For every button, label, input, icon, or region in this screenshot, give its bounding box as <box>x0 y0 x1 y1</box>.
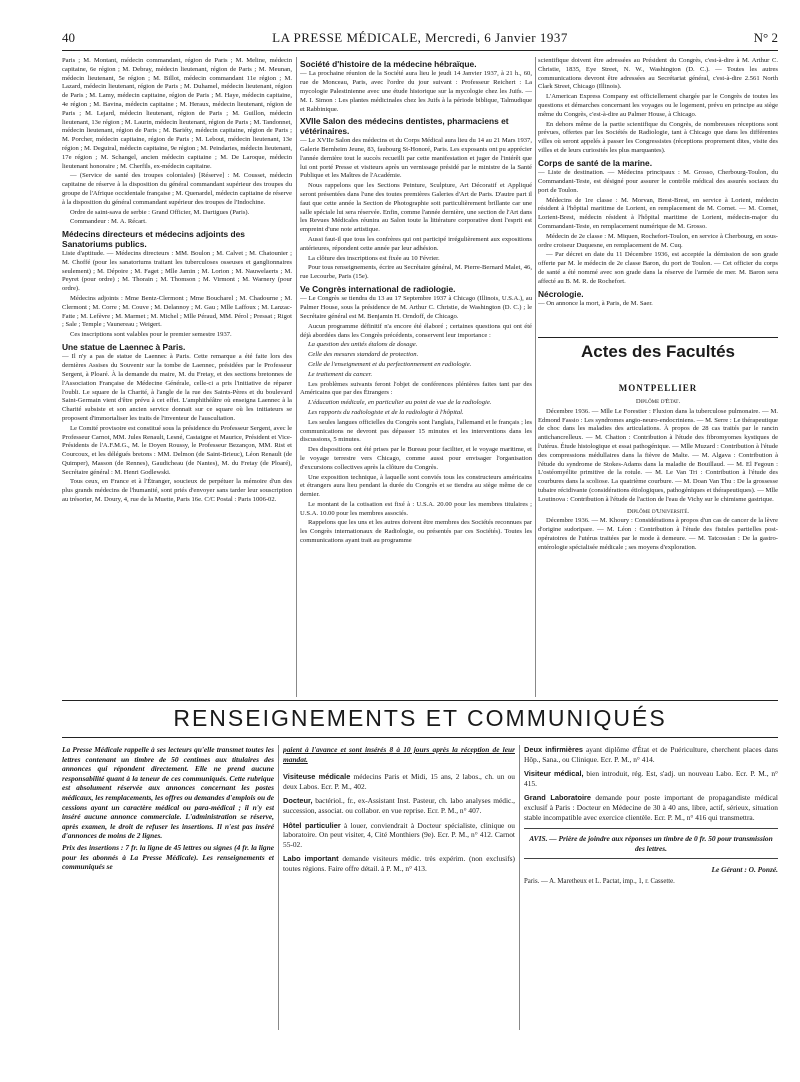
classified-ad <box>524 793 778 822</box>
sanatoriums-paragraph: Liste d'aptitude. — Médecins directeurs : MM. Boulon ; M. Calvet ; M. Chatounier ; M. Choffé (pour les sanatoriums traitant les tuberculoses osseuses et ganglionnaires seulement) ; M. Dépoire ; M. Faget ; Mlle Jamin ; M. Lorion ; M. Nauwelaerts ; M. Peyret (pour ordre) ; M. Thorain ; M. Thomson ; M. Virmont ; M. Warnery (pour ordre). <box>62 249 292 293</box>
column-divider <box>519 745 520 1030</box>
classified-ad <box>283 796 515 815</box>
adjoints-paragraph: Médecins adjoints : Mme Bentz-Clermont ; Mme Boucharel ; M. Chadourne ; M. Clermont ; M. Corre ; M. Couve ; M. Delannoy ; M. Gau ; Mlle Laffoux ; M. Lanzac-Fatte ; M. Lefèvre ; M. Marmet ; M. Michel ; Mlle Péraud, MM. Pérol ; Pressat ; Rigot ; Sale ; Temple ; Vaunereau ; Weigert. <box>62 294 292 329</box>
renseignements-intro-column <box>62 745 274 1005</box>
ad-text: médecins Paris et Midi, 15 ans, 2 labos., ch. un ou deux Labos. Ecr. P. M., 402. <box>283 772 515 791</box>
envoi-paragraph: Aussi faut-il que tous les confrères qui ont participé irrégulièrement aux expositions antérieures, répondent cette année par leur adhésion. <box>300 235 532 252</box>
intro-paragraph: La Presse Médicale rappelle à ses lecteurs qu'elle transmet toutes les lettres contenant un timbre de 50 centimes aux titulaires des annonces qui répondent directement. Elle ne prend aucune responsabilité quant à la teneur de ces communiqués. Cette rubrique est absolument réservée aux annonces concernant les postes médicaux, les remplacements, les offres ou demandes d'emplois ou de cessions ayant un caractère médical ou para-médical ; il n'y est inséré aucune annonce commerciale. L'administration se réserve, après examen, le droit de refuser les insertions. Il n'est pas inséré d'annonces de moins de 2 lignes. <box>62 745 274 841</box>
header-rule <box>62 50 778 51</box>
inscriptions-paragraph: Ces inscriptions sont valables pour le premier semestre 1937. <box>70 331 232 339</box>
classified-ad <box>283 854 515 873</box>
ordre-paragraph: Ordre de saint-sava de serbie : Grand Officier, M. Dartigues (Paris). <box>70 208 250 216</box>
question-item: Celle des mesures standard de protection. <box>308 351 419 359</box>
conferences-paragraph: Les problèmes suivants feront l'objet de conférences plénières faites tant par des Américains que par des Étrangers : <box>300 380 532 397</box>
receptions-paragraph: En dehors même de la partie scientifique du Congrès, de nombreuses réceptions sont prévues, offertes par les Sociétés de Radiologie, tant à Chicago que dans les différentes villes où seront appelés à passer les Congressistes (réceptions proprement dites, visite des villes et de leurs curiosités les plus marquantes). <box>538 120 778 154</box>
cotisation-paragraph: Le montant de la cotisation est fixé à : U.S.A. 20.00 pour les membres titulaires ; U.S.A. 10.00 pour les membres associés. <box>300 500 532 517</box>
express-paragraph: L'American Express Company est officiellement chargée par le Congrès de toutes les questions et démarches concernant les voyages ou le logement, prévu en principe au siège même du Congrès, c'est-à-dire au Palmer House, à Chicago. <box>538 93 778 118</box>
column-2 <box>300 57 532 697</box>
actes-heading: Actes des Facultés <box>580 342 735 361</box>
exposition-paragraph: Une exposition technique, à laquelle sont conviés tous les constructeurs américains et étrangers aura lieu pendant la durée du Congrès et se tiendra au siège même de ce dernier. <box>300 473 532 499</box>
diplome-univ-label: Diplôme d'Université. <box>626 507 690 515</box>
facultes-column <box>538 398 778 698</box>
dispositions-paragraph: Des dispositions ont été prises par le Bureau pour faciliter, et le voyage maritime, et le voyage terrestre vers Chicago, comme aussi pour envisager l'organisation d'excursions collectives après la clôture du Congrès. <box>300 446 532 471</box>
programme-paragraph: Aucun programme définitif n'a encore été élaboré ; certaines questions qui ont été déjà abordées dans les Congrès précédents, conservent leur importance : <box>300 322 532 339</box>
renseign-paragraph: Pour tous renseignements, écrire au Secrétaire général, M. Pierre-Bernard Malet, 46, rue Lecourbe, Paris (15e). <box>300 264 532 281</box>
promotions-paragraph: Paris ; M. Montant, médecin commandant, région de Paris ; M. Meline, médecin capitaine, 6e région ; M. Debray, médecin lieutenant, région de Paris ; M. Meunan, médecin lieutenant, 5e région ; M. Billot, médecin commandant 11e région ; M. Lazard, médecin lieutenant, région de Paris ; M. Duhamel, médecin lieutenant, région de Paris ; M. Lamy, médecin capitaine, région de Paris ; M. Haye, médecin capitaine, 4e région ; M. Bavina, médecin capitaine ; M. Heraux, médecin lieutenant, région de Paris ; M. Lejard, médecin lieutenant, région de Paris ; M. Guillon, médecin lieutenant, 13e région ; M. Laurin, médecin lieutenant, région de Paris ; M. Tandonnet, médecin lieutenant, région de Paris ; M. Bariéty, médecin capitaine, région de Paris ; M. Porcher, médecin capitaine, région de Paris ; M. Lebout, médecin lieutenant, 13e région ; M. Deguiral, médecin capitaine, 9e région ; M. Peindaries, médecin lieutenant, 17e région ; M. Schangel, ancien médecin capitaine ; M. De Laroque, médecin lieutenant honoraire ; M. Cherfils, ex-médecin capitaine. <box>62 57 292 170</box>
ad-heading: Hôtel particulier <box>283 820 341 830</box>
sanatoriums-heading: Médecins directeurs et médecins adjoints des Sanatoriums publics. <box>62 229 245 249</box>
ad-heading: Labo important <box>283 854 339 864</box>
ad-text: bactériol., fr., ex-Assistant Inst. Pasteur, ch. labo analyses médic., succession, associat. ou collabor. en vue reprise. Ecr. P. M., n° 407. <box>283 796 515 815</box>
question-item: La question des unités étalons de dosage. <box>308 341 418 349</box>
rappel-paragraph: Rappelons que les uns et les autres doivent être membres des Sociétés reconnues par les Congrès internationaux de Radiologie, ou présentés par ces Sociétés). Toutes les communications ayant trait au programme <box>300 519 532 545</box>
cloture-paragraph: La clôture des inscriptions est fixée au 10 Février. <box>308 254 440 262</box>
classified-ad <box>283 821 515 850</box>
marine-heading: Corps de santé de la marine. <box>538 157 653 168</box>
diplome-univ-paragraph: Décembre 1936. — M. Khoury : Considérations à propos d'un cas de cancer de la lèvre d'origine sudoripare. — M. Léon : Contribution à l'étude des fistules partielles post-opératoires de l'utérus traitées par le mode à demeure. — M. Tatcossian : De la gastro-entérologie spécialisée médicale ; ses moyens d'exploration. <box>538 517 778 551</box>
question-item: Celle de l'enseignement et du perfectionnement en radiologie. <box>308 360 472 368</box>
question-item: Le traitement du cancer. <box>308 370 373 378</box>
ad-heading: Grand Laboratoire <box>524 793 591 803</box>
salon-heading: XVIIe Salon des médecins dentistes, pharmaciens et vétérinaires. <box>300 116 509 136</box>
comite-paragraph: Le Comité provisoire est constitué sous la présidence du Professeur Sergent, avec le Professeur Carnot, MM. Jules Renault, Lesné, Castaigne et Maurice, Président et Vice-Présidents de l'A.F.M.G., M. le Doyen Roussy, le Professeur Bezançon, MM. Rist et Courcoux, et les délégués bretons : MM. Delmon (de Saint-Brieuc), Léon Renault (de Quimper), Masson (de Rennes), Gaudicheau (de Nantes), M. du Fretay (de Ploaré), Secrétaire général : M. Henri Godlewski. <box>62 424 292 476</box>
laennec-heading: Une statue de Laennec à Paris. <box>62 341 186 352</box>
column-divider <box>535 57 536 697</box>
commandeur-paragraph: Commandeur : M. A. Récart. <box>70 218 147 226</box>
masthead-title: LA PRESSE MÉDICALE, Mercredi, 6 Janvier 1937 <box>272 30 568 45</box>
gerant-signature: Le Gérant : O. Ponzé. <box>711 865 778 875</box>
prix-continuation: paient à l'avance et sont insérés 8 à 10 jours après la réception de leur mandat. <box>283 745 515 764</box>
premiere-classe-paragraph: Médecins de 1re classe : M. Morvan, Brest-Brest, en service à Lorient, médecin résident à l'hôpital maritime de Lorient, en remplacement de M. Cornet. — M. Cornet, Lorient-Brest, médecin résident à l'hôpital maritime de Lorient, médecin-major du Commandant-Teste, en remplacement numérique de M. Grosso. <box>538 196 778 230</box>
hebraique-heading: Société d'histoire de la médecine hébraïque. <box>300 59 477 69</box>
radiologie-heading: Ve Congrès international de radiologie. <box>300 283 456 294</box>
column-divider <box>278 745 279 1030</box>
ad-text: ayant diplôme d'État et de Puériculture, cherchent places dans Hôp., Sana., ou Clinique. Ecr. P. M., n° 414. <box>524 745 778 764</box>
necrologie-heading: Nécrologie. <box>538 288 584 299</box>
conference-item: L'éducation médicale, en particulier au point de vue de la radiologie. <box>308 399 492 407</box>
montpellier-heading: MONTPELLIER <box>618 383 698 393</box>
section-rule <box>62 700 778 701</box>
hebraique-paragraph: — La prochaine réunion de la Société aura lieu le jeudi 14 Janvier 1937, à 21 h., 60, rue de Monceau, Paris, avec l'ordre du jour suivant : Professeur Reichert : La mycologie Palestinienne avec une étude historique sur la mycologie chez les Juifs. — M. I. Simon : Les plantes médicinales chez les Juifs à la période biblique, Talmudique et Rabbinique. <box>300 70 532 113</box>
section-rule <box>538 337 778 338</box>
marine-paragraph: — Liste de destination. — Médecins principaux : M. Grosso, Cherbourg-Toulon, du Commandant-Teste, est désigné pour assurer le contrôle médical des assurés sociaux du port de Toulon. <box>538 169 778 194</box>
issue-number: N° 2 <box>753 30 778 45</box>
annonces-column-3 <box>524 745 778 1045</box>
avis-notice: AVIS. — Prière de joindre aux réponses un timbre de 0 fr. 50 pour transmission des lettres. <box>524 828 778 859</box>
column-3 <box>538 57 778 337</box>
ad-heading: Deux infirmières <box>524 745 584 754</box>
dons-paragraph: Tous ceux, en France et à l'Étranger, soucieux de perpétuer la mémoire d'un des plus grands médecins de l'humanité, sont priés d'envoyer sans tarder leur souscription au trésorier, M. Doury, 4, rue de la Muette, Paris 16e. C/C Postal : Paris 1006-02. <box>62 478 292 504</box>
classified-ad <box>283 772 515 791</box>
section-rule <box>62 737 778 738</box>
ad-text: demande pour poste important de propagandiste médical exclusif à Paris : Docteur en Médecine de 30 à 40 ans, libre, actif, sérieux, situation stable incompatible avec exercice clientèle. Ecr. P. M., n° 416 qui transmettra. <box>524 793 778 822</box>
necrologie-paragraph: — On annonce la mort, à Paris, de M. Saer. <box>538 299 653 307</box>
salon-paragraph: — Le XVIIe Salon des médecins et du Corps Médical aura lieu du 14 au 21 Mars 1937, Galerie Bernheim Jeune, 83, faubourg St-Honoré, Paris. Les exposants ont pu apprécier l'année dernière tout le succès recueilli par cette manifestation et juger de l'intérêt que lui ont porté Presse et visiteurs après un vernissage présidé par le ministre de la Santé Publique et les Maîtres de l'Académie. <box>300 137 532 180</box>
ad-text: à louer, conviendrait à Docteur spécialiste, clinique ou laboratoire. On peut visiter, 4, Cité Monthiers (9e). Ecr. P. M., n° 412. Carnot 55-02. <box>283 820 515 849</box>
ad-heading: Docteur, <box>283 796 313 806</box>
diplome-etat-label: Diplôme d'État. <box>635 398 681 405</box>
decret-paragraph: — Par décret en date du 11 Décembre 1936, est acceptée la démission de son grade offerte par M. le médecin de 2e classe Baron, du port de Toulon. — Cet officier du corps de santé a été nommé avec son grade dans la réserve de l'armée de mer. M. Baron sera affecté au B. M. R. de Rochefort. <box>538 251 778 285</box>
annonces-column-2 <box>283 745 515 1045</box>
congres-paragraph: scientifique doivent être adressées au Président du Congrès, c'est-à-dire à M. Arthur C. Christie, 1835, Eye Street, N. W., Washington (D. C.). — Toutes les autres communications devront être adressées au Secrétariat général, c'est-à-dire 2.561 North Clark Street, Chicago (Illinois). <box>538 57 778 91</box>
ad-heading: Visiteur médical, <box>524 769 584 779</box>
page-number: 40 <box>62 30 75 45</box>
deuxieme-classe-paragraph: Médecin de 2e classe : M. Miquen, Rochefort-Toulon, en service à Cherbourg, en sous-ordre croiseur Duquesne, en remplacement de M. Cuq. <box>538 232 778 249</box>
column-divider <box>296 57 297 697</box>
radiologie-paragraph: — Le Congrès se tiendra du 13 au 17 Septembre 1937 à Chicago (Illinois, U.S.A.), au Palmer House, sous la présidence de M. Arthur C. Christie, de Washington (D. C.) ; le Secrétaire général est M. Benjamin H. Orndoff, de Chicago. <box>300 295 532 320</box>
langues-paragraph: Les seules langues officielles du Congrès sont l'anglais, l'allemand et le français ; les communications ne devront pas dépasser 15 minutes et les interventions dans les discussions, 5 minutes. <box>300 418 532 444</box>
ad-heading: Visiteuse médicale <box>283 772 351 782</box>
diplome-etat-paragraph: Décembre 1936. — Mlle Le Forestier : Fluxion dans la tuberculose pulmonaire. — M. Edmond Fassio : Les syndromes angio-neuro-endocriniens. — M. Serre : Le thérapeutique de choc dans les maladies des articulations. À propos de 28 cas traités par le rancin antichancrelleux. — M. Chatton : Contribution à l'étude des fibromyomes kystiques de l'utérus. Étude histologique et essai pathogénique. — Mlle Muzard : Contribution à l'étude des compressions médullaires dans la fièvre de Malte. — M. Algava : Contribution à l'étude du syndrome de Stokes-Adams dans la maladie de Bouillaud. — M. El Fegoun : L'ostéomyélite primitive de la rotule. — M. Le Van Tri : Contribution à l'étude des courbures dans la scoliose. La quatrième courbure. — M. Doan Van Thu : De la grossesse tubaire récidivante (considérations étiologiques, pathogéniques et thérapeutiques). — Mlle Loutinova : Contribution à l'étude de l'action de l'eau de Vichy sur le chimisme gastrique. <box>538 407 778 503</box>
ad-text: demande visiteurs médic. très expérim. (non exclusifs) toutes régions. Faire offre détail. à P. M., n° 413. <box>283 854 515 873</box>
classified-ad <box>524 745 778 764</box>
imprimerie-line: Paris. — A. Maretheux et L. Pactat, imp., 1, r. Cassette. <box>524 877 675 885</box>
column-1 <box>62 57 292 697</box>
ad-text: bien introduit, rég. Est, s'adj. un nouveau Labo. Ecr. P. M., n° 415. <box>524 769 778 788</box>
conference-item: Les rapports du radiologiste et de la radiologie à l'hôpital. <box>308 408 464 416</box>
laennec-paragraph: — Il n'y a pas de statue de Laennec à Paris. Cette remarque a été faite lors des dernières Assises du Souvenir sur la tombe de Laennec, présidées par le Professeur Sergent, à Ploaré. À la demande du maire, M. du Fretay, et des sections bretonnes de l'Association Française de Médecine Générale, celle-ci a pris l'initiative de réparer l'oubli. Le square de la Charité, à l'angle de la rue des Saints-Pères et du boulevard Saint-Germain vient d'être prévu à cet effet. L'amphithéâtre où enseigna Laennec à la Charité subsiste et son ancien service donnait sur ce square où les initiateurs se proposent d'immortaliser les traits de l'inventeur de l'auscultation. <box>62 353 292 422</box>
classified-ad <box>524 769 778 788</box>
page-header <box>62 30 778 48</box>
renseignements-heading: RENSEIGNEMENTS ET COMMUNIQUÉS <box>173 705 667 731</box>
sections-paragraph: Nous rappelons que les Sections Peinture, Sculpture, Art Décoratif et Appliqué seront présentées dans l'une des toutes premières Galeries d'Art de Paris. D'autre part il faut que cette année la Section de Photographie soit particulièrement brillante car une salle spéciale lui sera réservée. Enfin, comme l'année dernière, une section de l'Art dans les Revues Médicales réunira au Salon toute la littérature corporative dont l'esprit est empreint d'une note artistique. <box>300 182 532 234</box>
coloniale-paragraph: — (Service de santé des troupes coloniales) [Réserve] : M. Cousset, médecin capitaine de réserve à la disposition du général commandant supérieur des troupes du groupe de l'Afrique occidentale française ; M. Quenardel, médecin capitaine de réserve à la disposition du général commandant supérieur des troupes de l'Indochine. <box>62 172 292 206</box>
prix-paragraph: Prix des insertions : 7 fr. la ligne de 45 lettres ou signes (4 fr. la ligne pour les abonnés à La Presse Médicale). Les renseignements et communiqués se <box>62 842 274 872</box>
